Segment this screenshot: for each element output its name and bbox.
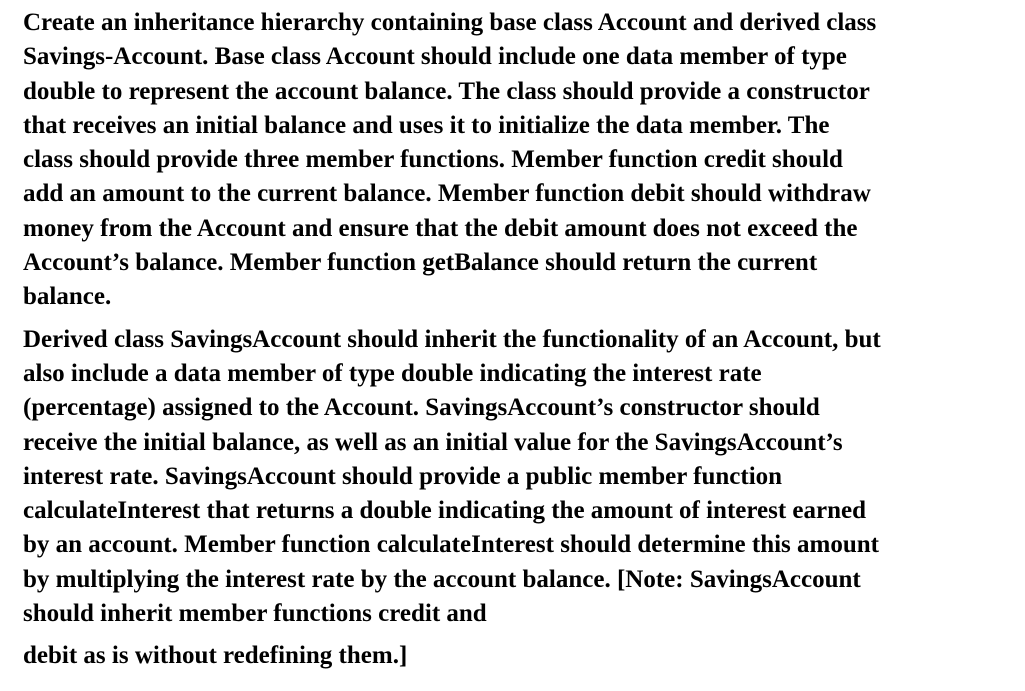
text-line: debit as is without redefining them.] <box>23 642 408 670</box>
text-line: that receives an initial balance and uses it to initialize the data member. The <box>23 111 830 139</box>
text-line: double to represent the account balance. The class should provide a constructor <box>23 77 870 105</box>
text-line: also include a data member of type double indicating the interest rate <box>23 359 762 387</box>
text-line: receive the initial balance, as well as an initial value for the SavingsAccount’s <box>23 428 843 456</box>
text-line: should inherit member functions credit and <box>23 600 487 628</box>
text-line: Savings-Account. Base class Account should include one data member of type <box>23 43 847 71</box>
text-line: class should provide three member functions. Member function credit should <box>23 146 843 174</box>
text-line: Derived class SavingsAccount should inherit the functionality of an Account, but <box>23 325 881 353</box>
text-line: money from the Account and ensure that the debit amount does not exceed the <box>23 214 858 242</box>
paragraph-savings-account-derived-class <box>23 323 1018 632</box>
text-line: Account’s balance. Member function getBalance should return the current <box>23 249 818 277</box>
text-line: calculateInterest that returns a double indicating the amount of interest earned <box>23 497 867 525</box>
text-line: interest rate. SavingsAccount should provide a public member function <box>23 462 783 490</box>
text-line: balance. <box>23 283 112 311</box>
text-line: (percentage) assigned to the Account. SavingsAccount’s constructor should <box>23 394 820 422</box>
text-line: Create an inheritance hierarchy containing base class Account and derived class <box>23 9 877 36</box>
document-body <box>23 6 1018 674</box>
paragraph-account-base-class <box>23 6 1018 315</box>
text-line: by an account. Member function calculateInterest should determine this amount <box>23 531 879 559</box>
text-line: add an amount to the current balance. Member function debit should withdraw <box>23 180 871 208</box>
text-line: by multiplying the interest rate by the account balance. [Note: SavingsAccount <box>23 565 861 593</box>
paragraph-note-tail <box>23 639 1018 673</box>
